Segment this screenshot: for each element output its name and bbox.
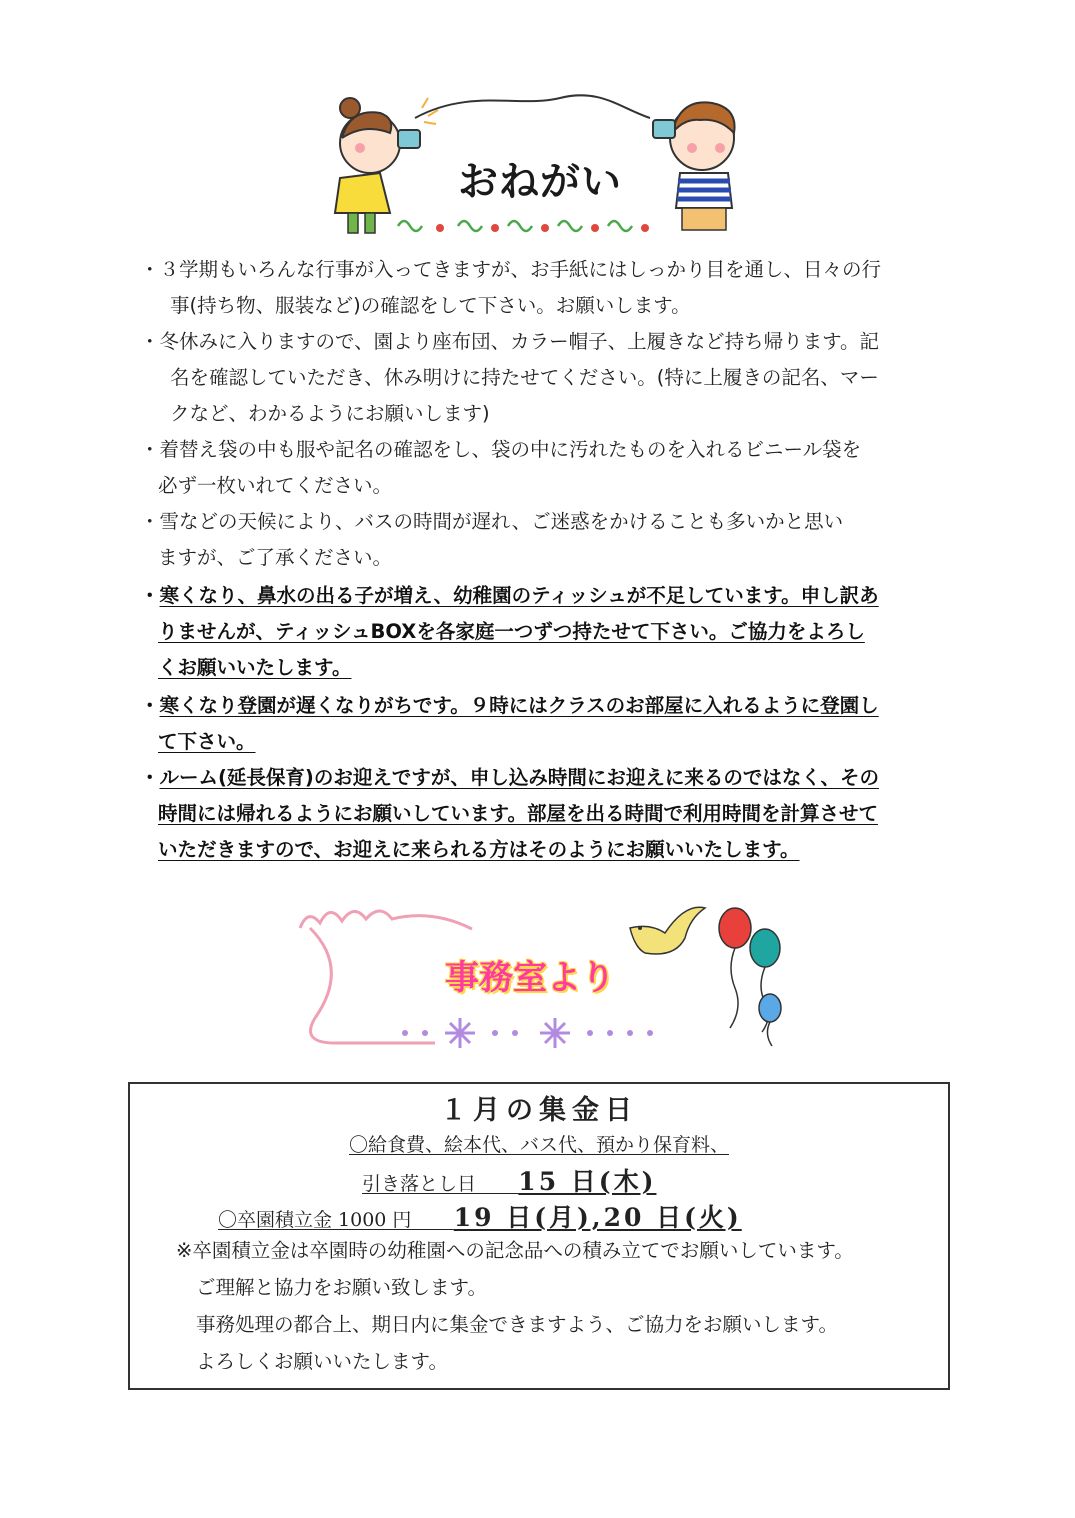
request-line: くお願いいたします。 xyxy=(158,656,352,679)
request-line: りませんが、ティッシュBOXを各家庭一つずつ持たせて下さい。ご協力をよろし xyxy=(158,620,865,643)
bird-icon xyxy=(630,907,705,954)
debit-date: 15 日(木) xyxy=(518,1167,657,1196)
request-item-emphasized xyxy=(140,760,972,868)
savings-label: 〇卒園積立金 1000 円 xyxy=(218,1209,412,1231)
request-line: いただきますので、お迎えに来られる方はそのようにお願いいたします。 xyxy=(158,838,800,861)
debit-label: 引き落とし日 xyxy=(362,1173,477,1195)
asterisk-decoration xyxy=(445,1018,570,1048)
request-line: クなど、わかるようにお願いします) xyxy=(170,402,490,425)
balloon-icon xyxy=(719,908,751,1028)
girl-icon xyxy=(335,98,438,233)
balloon-icon xyxy=(759,994,781,1046)
request-line: 名を確認していただき、休み明けに持たせてください。(特に上履きの記名、マー xyxy=(170,366,879,389)
bullet: ・ xyxy=(140,694,160,717)
note-line: ※卒園積立金は卒園時の幼稚園への記念品への積み立てでお願いしています。 xyxy=(176,1239,854,1262)
page-title: おねがい xyxy=(458,159,622,205)
request-line: ・３学期もいろんな行事が入ってきますが、お手紙にはしっかり目を通し、日々の行 xyxy=(140,258,882,281)
section-title: 事務室より xyxy=(445,958,615,998)
request-item-emphasized xyxy=(140,578,972,686)
request-line: て下さい。 xyxy=(158,730,256,753)
request-line: ますが、ご了承ください。 xyxy=(158,546,393,569)
request-line: ・冬休みに入りますので、園より座布団、カラー帽子、上履きなど持ち帰ります。記 xyxy=(140,330,880,353)
request-line: 必ず一枚いれてください。 xyxy=(158,474,393,497)
red-dots-decoration xyxy=(436,224,649,232)
request-item xyxy=(140,504,972,576)
request-line: 時間には帰れるようにお願いしています。部屋を出る時間で利用時間を計算させて xyxy=(158,802,878,825)
request-item-emphasized xyxy=(140,688,972,760)
note-line: ご理解と協力をお願い致します。 xyxy=(196,1276,487,1299)
dots-decoration xyxy=(402,1030,653,1036)
bullet: ・ xyxy=(140,584,160,607)
bullet: ・ xyxy=(140,766,160,789)
request-line: 寒くなり、鼻水の出る子が増え、幼稚園のティッシュが不足しています。申し訳あ xyxy=(159,584,879,607)
note-line: 事務処理の都合上、期日内に集金できますよう、ご協力をお願いします。 xyxy=(196,1313,838,1336)
items-line: 〇給食費、絵本代、バス代、預かり保育料、 xyxy=(348,1134,729,1156)
collection-title: １月の集金日 xyxy=(440,1095,638,1126)
request-line: ルーム(延長保育)のお迎えですが、申し込み時間にお迎えに来るのではなく、その xyxy=(159,766,879,789)
savings-date: 19 日(月),20 日(火) xyxy=(453,1203,742,1232)
request-line: ・雪などの天候により、バスの時間が遅れ、ご迷惑をかけることも多いかと思い xyxy=(140,510,844,533)
savings-row xyxy=(218,1198,742,1234)
note-line: よろしくお願いいたします。 xyxy=(196,1350,448,1373)
request-item xyxy=(140,252,972,324)
request-line: ・着替え袋の中も服や記名の確認をし、袋の中に汚れたものを入れるビニール袋を xyxy=(140,438,862,461)
collection-items xyxy=(130,1130,948,1157)
request-line: 事(持ち物、服装など)の確認をして下さい。お願いします。 xyxy=(170,294,691,317)
request-line: 寒くなり登園が遅くなりがちです。９時にはクラスのお部屋に入れるように登園し xyxy=(159,694,879,717)
debit-row xyxy=(362,1162,656,1198)
string-phone-line xyxy=(415,95,650,118)
boy-icon xyxy=(653,102,735,230)
collection-notice-box xyxy=(128,1082,950,1390)
request-item xyxy=(140,432,972,504)
request-item xyxy=(140,324,972,432)
